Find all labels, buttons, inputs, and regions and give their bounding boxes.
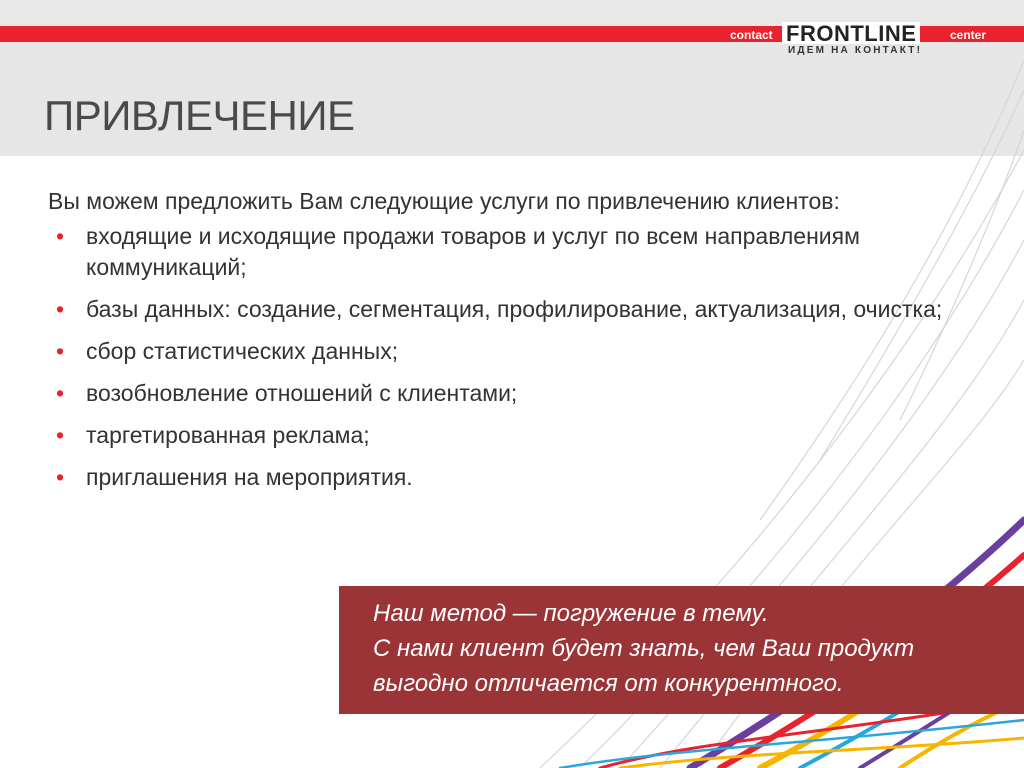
page-title: ПРИВЛЕЧЕНИЕ bbox=[44, 92, 355, 139]
list-item-text: базы данных: создание, сегментация, профилирование, актуализация, очистка; bbox=[86, 296, 943, 322]
list-item bbox=[48, 378, 988, 409]
logo-word-center: center bbox=[950, 28, 987, 42]
list-item-text: сбор статистических данных; bbox=[86, 338, 399, 364]
list-item-text: возобновление отношений с клиентами; bbox=[86, 380, 518, 406]
logo-wordmark: FRONTLINE bbox=[782, 22, 920, 44]
list-item bbox=[48, 221, 988, 283]
list-item bbox=[48, 294, 988, 325]
bullet-icon: • bbox=[56, 380, 65, 406]
bullet-icon: • bbox=[56, 422, 65, 448]
callout-line-2: С нами клиент будет знать, чем Ваш продукт bbox=[373, 635, 915, 662]
slide-body bbox=[48, 186, 988, 504]
intro-text: Вы можем предложить Вам следующие услуги по привлечению клиентов: bbox=[48, 188, 840, 214]
list-item bbox=[48, 336, 988, 367]
frontline-logo bbox=[722, 22, 1002, 62]
list-item bbox=[48, 420, 988, 451]
services-list bbox=[48, 221, 988, 493]
bullet-icon: • bbox=[56, 296, 65, 322]
callout-line-1: Наш метод — погружение в тему. bbox=[373, 600, 769, 627]
bullet-icon: • bbox=[56, 464, 65, 490]
method-callout bbox=[339, 586, 1024, 714]
list-item-text: таргетированная реклама; bbox=[86, 422, 370, 448]
list-item-text: приглашения на мероприятия. bbox=[86, 464, 413, 490]
list-item bbox=[48, 462, 988, 493]
logo-tagline: ИДЕМ НА КОНТАКТ! bbox=[788, 45, 923, 56]
logo-word-contact: contact bbox=[730, 28, 773, 42]
list-item-text: входящие и исходящие продажи товаров и услуг по всем направлениям коммуникаций; bbox=[86, 223, 860, 280]
bullet-icon: • bbox=[56, 223, 65, 249]
callout-line-3: выгодно отличается от конкурентного. bbox=[373, 670, 844, 697]
bullet-icon: • bbox=[56, 338, 65, 364]
